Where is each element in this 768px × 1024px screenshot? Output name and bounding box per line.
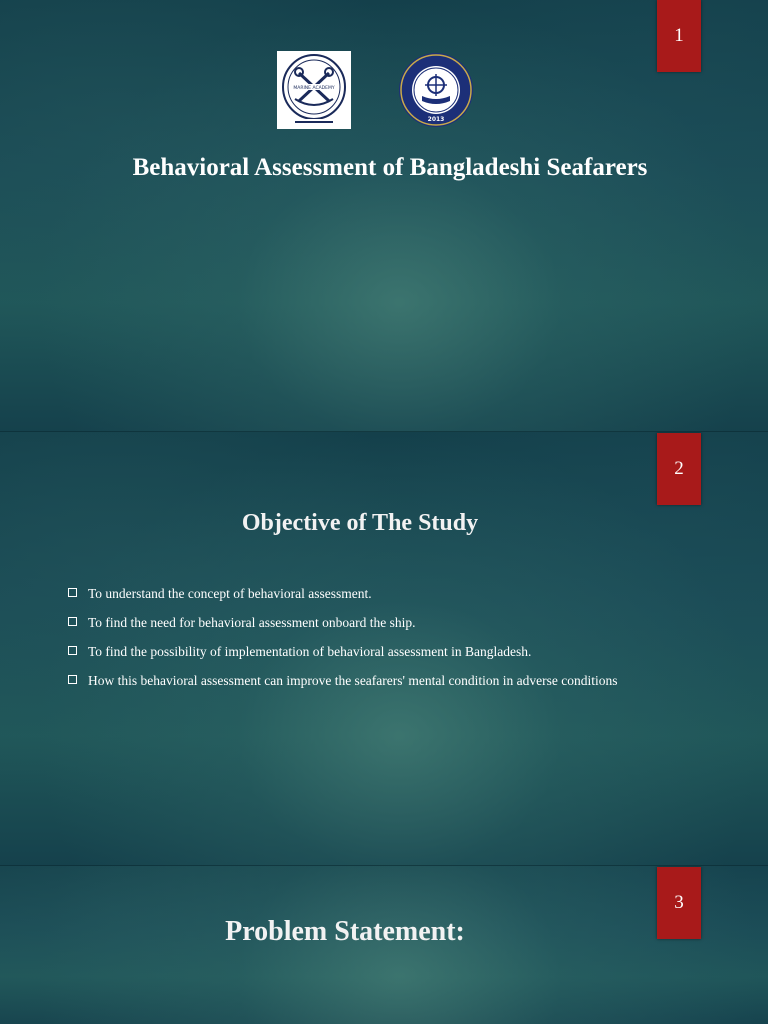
marine-academy-logo xyxy=(277,51,351,129)
slide-title: Objective of The Study xyxy=(241,510,479,536)
slide-title: Behavioral Assessment of Bangladeshi Seafarers xyxy=(132,154,648,181)
logo-text: MARINE ACADEMY xyxy=(293,86,335,91)
list-item xyxy=(68,608,628,637)
list-item xyxy=(68,579,628,608)
slide-1 xyxy=(0,0,768,432)
slide-number-badge: 2 xyxy=(657,433,701,505)
objective-list xyxy=(68,579,628,695)
checkbox-bullet-icon xyxy=(68,646,77,655)
marine-academy-crest-icon xyxy=(277,51,351,129)
list-item-text: How this behavioral assessment can improve the seafarers' mental condition in adverse conditions xyxy=(88,673,618,688)
slide-2 xyxy=(0,432,768,866)
slide-number-badge: 1 xyxy=(657,0,701,72)
slide-3 xyxy=(0,866,768,1024)
slide-number-badge: 3 xyxy=(657,867,701,939)
list-item-text: To understand the concept of behavioral assessment. xyxy=(88,586,372,601)
checkbox-bullet-icon xyxy=(68,675,77,684)
checkbox-bullet-icon xyxy=(68,588,77,597)
maritime-university-seal-icon xyxy=(396,52,476,128)
list-item-text: To find the possibility of implementation of behavioral assessment in Bangladesh. xyxy=(88,644,532,659)
maritime-university-logo xyxy=(396,52,476,128)
list-item xyxy=(68,637,628,666)
slide-title: Problem Statement: xyxy=(225,916,465,947)
checkbox-bullet-icon xyxy=(68,617,77,626)
logo-year: 2013 xyxy=(427,116,445,123)
list-item xyxy=(68,666,628,695)
list-item-text: To find the need for behavioral assessment onboard the ship. xyxy=(88,615,416,630)
